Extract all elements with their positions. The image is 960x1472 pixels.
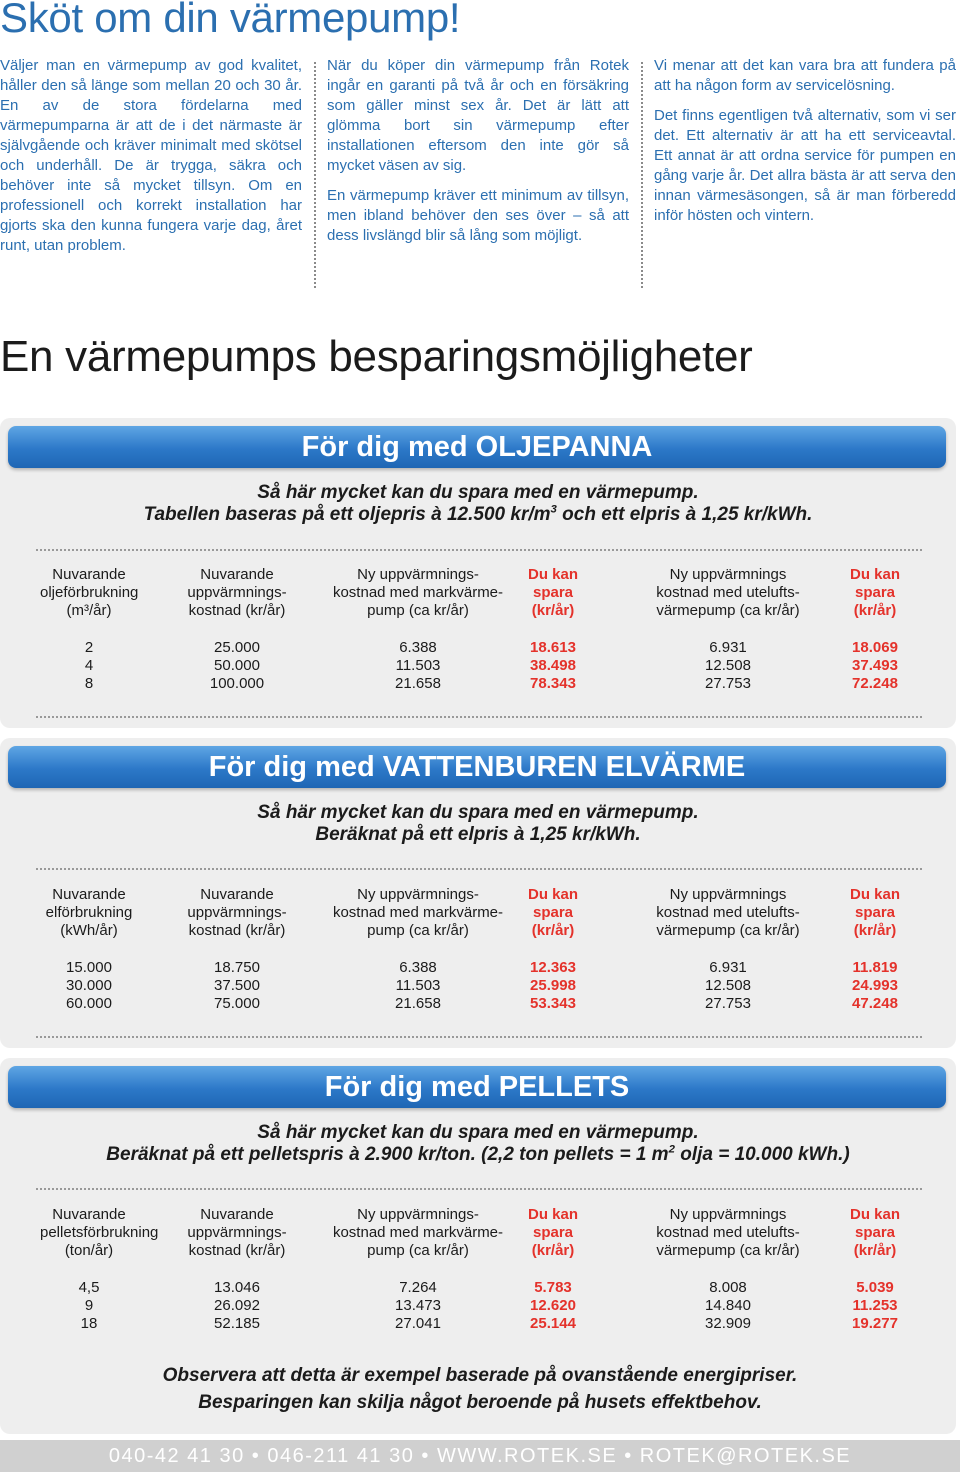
table-cell: 100.000 [209,675,265,692]
header-line: Ny uppvärmnings- [357,1206,479,1223]
savings-column [826,1279,924,1333]
table-column [172,959,302,1013]
col-header [40,566,138,620]
subtitle-text: och ett elpris à 1,25 kr/kWh. [556,504,813,525]
table-column [320,959,516,1013]
table-cell: 13.473 [395,1297,441,1314]
header-line: pelletsförbrukning [40,1224,159,1241]
table-cell: 25.000 [214,639,260,656]
intro-column-3 [654,56,956,236]
header-line: pump (ca kr/år) [367,1242,469,1259]
header-line: (kWh/år) [60,922,118,939]
table-cell: 6.388 [399,639,437,656]
header-line: kostnad med markvärme- [332,584,504,601]
col-header [172,566,302,620]
intro-column-2 [327,56,629,256]
header-line: kostnad med utelufts- [656,1224,800,1241]
subtitle-line: Så här mycket kan du spara med en värmepump. [257,1122,699,1143]
table-column [40,959,138,1013]
header-line: Nuvarande [52,1206,126,1223]
table-cell: 12.508 [705,657,751,674]
header-line: Nuvarande [200,886,274,903]
table-cell: 11.503 [395,657,441,674]
header-line: värmepump (ca kr/år) [656,1242,800,1259]
intro-paragraph: Vi menar att det kan vara bra att fundera på att ha någon form av servicelösning. [654,57,956,94]
col-header-savings [826,1206,924,1260]
col-header-savings [506,1206,600,1260]
table-cell: 50.000 [214,657,260,674]
table-cell: 11.503 [395,977,441,994]
savings-column [826,639,924,693]
table-cell: 27.753 [705,675,751,692]
header-line: Nuvarande [52,566,126,583]
intro-text [0,56,960,288]
header-line: kostnad med utelufts- [656,904,800,921]
table-column [320,639,516,693]
savings-cell: 47.248 [852,995,898,1012]
header-line: Ny uppvärmnings [669,886,787,903]
table-column [320,1279,516,1333]
col-header-savings [506,566,600,620]
page-title: Sköt om din värmepump! [0,0,461,41]
header-line: pump (ca kr/år) [367,602,469,619]
header-line: uppvärmnings- [187,584,287,601]
table-column [172,1279,302,1333]
header-line: (kr/år) [853,922,897,939]
header-line: Du kan [527,886,578,903]
savings-column [506,639,600,693]
section-heading: En värmepumps besparingsmöjligheter [0,332,753,381]
header-line: kostnad (kr/år) [188,602,286,619]
header-line: Ny uppvärmnings- [357,566,479,583]
dotted-separator [36,716,922,718]
col-header [40,1206,159,1260]
disclaimer-note [0,1362,960,1416]
subtitle-line: Så här mycket kan du spara med en värmepump. [257,482,699,503]
table-cell: 21.658 [395,995,441,1012]
header-line: (m³/år) [66,602,112,619]
table-cell: 21.658 [395,675,441,692]
table-cell: 7.264 [399,1279,437,1296]
header-line: uppvärmnings- [187,1224,287,1241]
table-cell: 6.931 [709,959,747,976]
savings-cell: 38.498 [530,657,576,674]
col-header [40,886,138,940]
header-line: Nuvarande [52,886,126,903]
header-line: Ny uppvärmnings [669,566,787,583]
dotted-separator [36,868,922,870]
table-cell: 12.508 [705,977,751,994]
savings-section-electric [0,738,956,1048]
savings-cell: 72.248 [852,675,898,692]
table-cell: 14.840 [705,1297,751,1314]
header-line: spara [532,904,574,921]
table-cell: 18.750 [214,959,260,976]
savings-column [506,959,600,1013]
table-cell: 26.092 [214,1297,260,1314]
dotted-separator [36,549,922,551]
table-cell: 4,5 [78,1279,100,1296]
subtitle-text: Beräknat på ett pelletspris à 2.900 kr/ton. (2,2 ton pellets = 1 m [106,1144,669,1165]
col-header [630,566,826,620]
intro-paragraph: En värmepump kräver ett minimum av tillsyn, men ibland behöver den ses över – så att dess livslängd blir så lång som möjligt. [327,187,629,244]
table-cell: 9 [84,1297,94,1314]
col-header [320,566,516,620]
section-subtitle [0,482,956,526]
savings-cell: 25.144 [530,1315,576,1332]
col-header [172,1206,302,1260]
header-line: Ny uppvärmnings [669,1206,787,1223]
savings-cell: 12.363 [530,959,576,976]
dotted-separator [36,1036,922,1038]
header-line: kostnad (kr/år) [188,1242,286,1259]
header-line: (kr/år) [853,1242,897,1259]
header-line: Nuvarande [200,1206,274,1223]
header-line: (kr/år) [531,922,575,939]
savings-column [506,1279,600,1333]
savings-cell: 78.343 [530,675,576,692]
savings-cell: 53.343 [530,995,576,1012]
section-subtitle [0,1122,956,1166]
table-cell: 2 [84,639,94,656]
note-line: Observera att detta är exempel baserade på ovanstående energipriser. [162,1365,798,1386]
subtitle-line [0,504,956,526]
col-header [630,886,826,940]
col-header-savings [826,886,924,940]
header-line: (ton/år) [64,1242,114,1259]
header-line: Du kan [527,1206,578,1223]
header-line: värmepump (ca kr/år) [656,922,800,939]
table-column [630,959,826,1013]
col-header [320,1206,516,1260]
table-column [40,639,138,693]
intro-column-1 [0,56,302,266]
table-cell: 8 [84,675,94,692]
savings-cell: 25.998 [530,977,576,994]
header-line: spara [532,584,574,601]
savings-cell: 11.253 [852,1297,898,1314]
header-line: Du kan [849,1206,900,1223]
intro-paragraph: Det finns egentligen två alternativ, som vi ser det. Ett alternativ är att ha ett serviceavtal. Ett annat är att ordna service för pumpen en gång varje år. Det allra bästa är att serva den innan värmesäsongen, så är man förberedd inför hösten och vintern. [654,107,956,224]
table-cell: 52.185 [214,1315,260,1332]
table-cell: 4 [84,657,94,674]
note-line: Besparingen kan skilja något beroende på husets effektbehov. [198,1392,762,1413]
subtitle-text: Tabellen baseras på ett oljepris à 12.500 kr/m [143,504,551,525]
header-line: Nuvarande [200,566,274,583]
savings-cell: 18.613 [530,639,576,656]
header-line: kostnad med utelufts- [656,584,800,601]
header-line: pump (ca kr/år) [367,922,469,939]
subtitle-line [0,1144,956,1166]
table-cell: 27.753 [705,995,751,1012]
intro-paragraph: När du köper din värmepump från Rotek ingår en garanti på två år och en försäkring som gäller minst sex år. Det är lätt att glömma bort sin värmepump efter installationen eftersom den inte gör så mycket väsen av sig. [327,57,629,174]
contact-footer: 040-42 41 30 • 046-211 41 30 • WWW.ROTEK.SE • ROTEK@ROTEK.SE [0,1440,960,1472]
header-line: spara [532,1224,574,1241]
table-column [630,1279,826,1333]
savings-column [826,959,924,1013]
header-line: (kr/år) [531,602,575,619]
column-divider [314,62,316,288]
savings-cell: 19.277 [852,1315,898,1332]
table-cell: 75.000 [214,995,260,1012]
table-column [630,639,826,693]
table-cell: 37.500 [214,977,260,994]
header-line: (kr/år) [853,602,897,619]
column-divider [641,62,643,288]
subtitle-line: Beräknat på ett elpris à 1,25 kr/kWh. [315,824,641,845]
col-header [320,886,516,940]
header-line: kostnad (kr/år) [188,922,286,939]
header-line: värmepump (ca kr/år) [656,602,800,619]
intro-paragraph: Väljer man en värmepump av god kvalitet, håller den så länge som mellan 20 och 30 år. En av de stora fördelarna med värmepumparna är att de i det närmaste är självgående och kräver minimalt med skötsel och underhåll. De är trygga, säkra och behöver inte så mycket tillsyn. Om en professionell och korrekt installation har gjorts ska den kunna fungera varje dag, året runt, utan problem. [0,57,302,254]
header-line: Du kan [849,566,900,583]
savings-cell: 5.039 [856,1279,894,1296]
table-column [40,1279,138,1333]
col-header [630,1206,826,1260]
header-line: kostnad med markvärme- [332,904,504,921]
col-header [172,886,302,940]
savings-cell: 12.620 [530,1297,576,1314]
header-line: oljeförbrukning [40,584,139,601]
subtitle-text: olja = 10.000 kWh.) [674,1144,850,1165]
section-banner: För dig med VATTENBUREN ELVÄRME [8,746,946,788]
col-header-savings [506,886,600,940]
section-banner: För dig med PELLETS [8,1066,946,1108]
savings-cell: 24.993 [852,977,898,994]
table-cell: 32.909 [705,1315,751,1332]
dotted-separator [36,1188,922,1190]
header-line: Du kan [527,566,578,583]
savings-section-oil [0,418,956,728]
subtitle-line: Så här mycket kan du spara med en värmepump. [257,802,699,823]
savings-cell: 5.783 [534,1279,572,1296]
savings-cell: 18.069 [852,639,898,656]
header-line: elförbrukning [45,904,133,921]
table-cell: 15.000 [66,959,112,976]
col-header-savings [826,566,924,620]
section-banner: För dig med OLJEPANNA [8,426,946,468]
savings-cell: 11.819 [852,959,898,976]
table-cell: 60.000 [66,995,112,1012]
section-subtitle [0,802,956,846]
table-cell: 13.046 [214,1279,260,1296]
header-line: kostnad med markvärme- [332,1224,504,1241]
table-cell: 6.931 [709,639,747,656]
header-line: (kr/år) [531,1242,575,1259]
header-line: spara [854,1224,896,1241]
table-cell: 6.388 [399,959,437,976]
table-cell: 18 [80,1315,98,1332]
header-line: spara [854,904,896,921]
table-cell: 8.008 [709,1279,747,1296]
savings-cell: 37.493 [852,657,898,674]
header-line: spara [854,584,896,601]
superscript: 2 [668,1143,675,1156]
table-cell: 27.041 [395,1315,441,1332]
header-line: Ny uppvärmnings- [357,886,479,903]
table-cell: 30.000 [66,977,112,994]
header-line: uppvärmnings- [187,904,287,921]
superscript: 3 [550,503,557,516]
header-line: Du kan [849,886,900,903]
table-column [172,639,302,693]
